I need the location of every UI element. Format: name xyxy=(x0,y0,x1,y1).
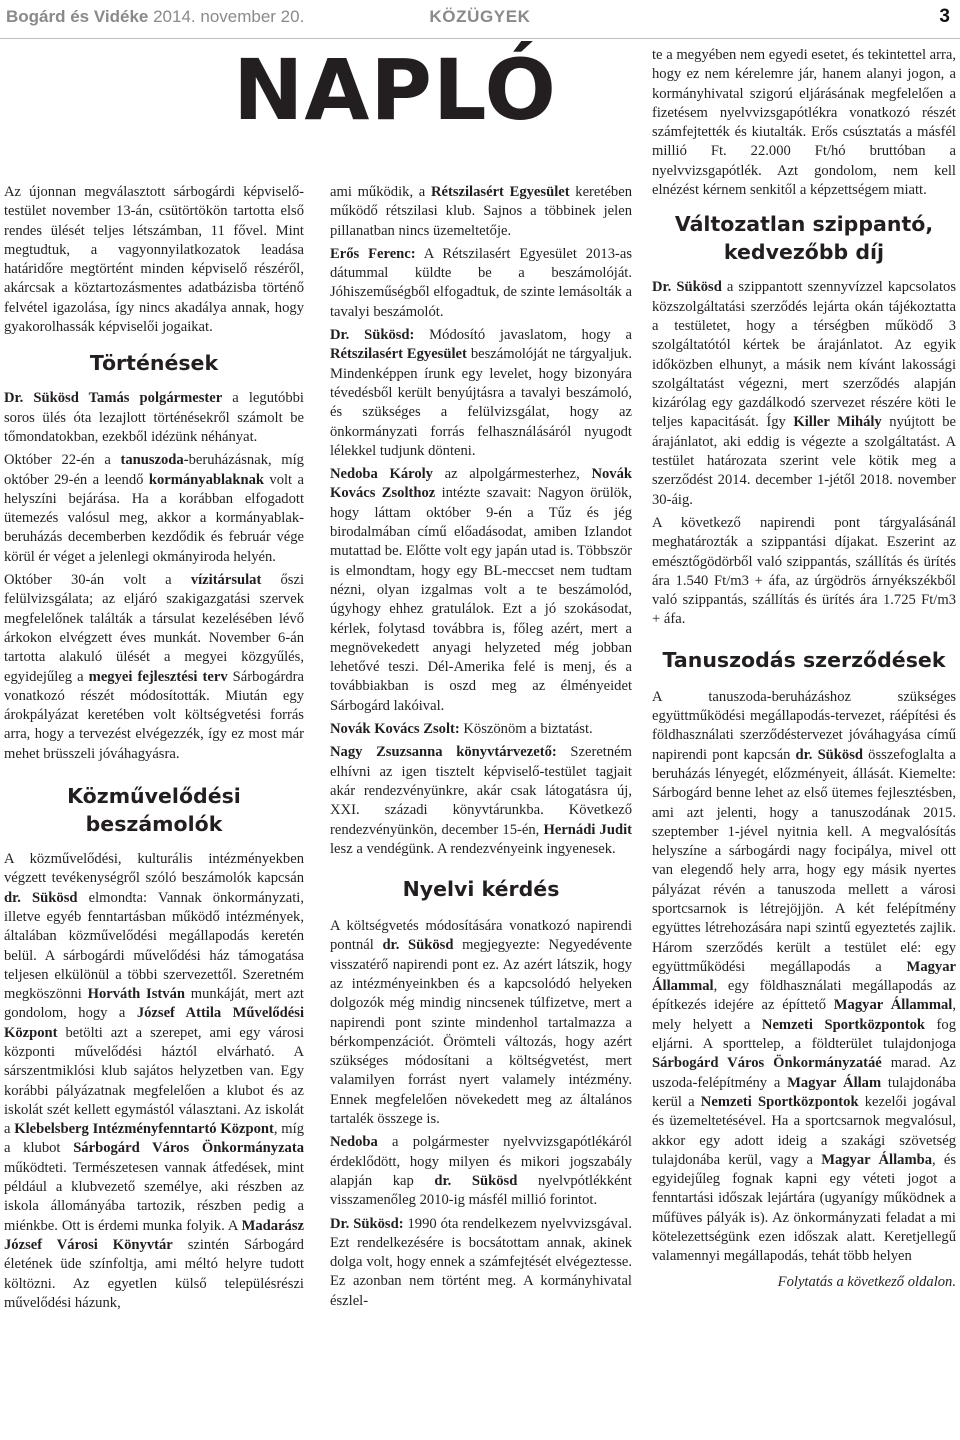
text-run: A Rétszilasért Egyesület 2013-as dátummal küldte be a beszámolóját. Jóhiszeműségből elfogadtuk, de szinte lemásolták a tavalyi beszámolót. xyxy=(330,245,633,320)
text-run: marad. Az uszoda-felépítmény a xyxy=(652,1055,956,1091)
page-header xyxy=(0,0,960,39)
bold-text: Hernádi Judit xyxy=(543,821,632,838)
text-run: , mely helyett a xyxy=(652,997,956,1033)
text-run: nyelvpótlékként visszamenőleg 2010-ig másfél millió forintot. xyxy=(330,1172,632,1209)
text-run: betölti azt a szerepet, ami egy városi központi művelődési háztól elvárható. A sárszentmiklósi klub sajátos helyzetben van. Egy korábbi pályázatnak megfelelően a klubot és az iskolát szét kellett egymástól választani. Az iskolát a xyxy=(4,1024,304,1138)
section-heading-nyelvi-kerdes: Nyelvi kérdés xyxy=(402,877,560,902)
section-heading-kozmuvelodesi: Közművelődési beszámolók xyxy=(67,784,241,837)
text-run: , egy földhasználati megállapodás az építkezés idejére az építtető xyxy=(652,978,956,1014)
text-run: őszi felülvizsgálata; az eljáró szakigazgatási szervek megfelelőnek találták a társulat kezelésében lévő árkokon elvégzett éves munkát. November 6-án tartotta alakuló ülését a megyei közgyűlés, egyidejűleg a xyxy=(4,572,304,685)
paragraph xyxy=(330,183,632,241)
publication-name: Bogárd és Vidéke xyxy=(6,7,149,26)
bold-text: tanuszoda- xyxy=(120,452,189,469)
bold-text: Horváth István xyxy=(87,986,185,1003)
bold-text: kormányablaknak xyxy=(148,471,264,488)
bold-text: Nemzeti Sportközpontok xyxy=(700,1093,859,1110)
bold-text: dr. Sükösd xyxy=(4,889,78,906)
bold-text: Novák Kovács Zsolt: xyxy=(330,721,460,738)
paragraph xyxy=(4,571,304,764)
text-run: A közművelődési, kulturális intézményekben végzett tevékenységről szóló beszámolók kapcsán xyxy=(4,851,304,887)
paragraph xyxy=(4,389,304,447)
article-column-3 xyxy=(652,46,956,1296)
bold-text: dr. Sükösd xyxy=(795,746,864,763)
issue-date: 2014. november 20. xyxy=(153,7,305,26)
text-run: a szippantott szennyvízzel kapcsolatos közszolgáltatási szerződés lejárta okán tájékoztatta a testületet, hogy a térségben működő 3 szolgáltatótól kértek be árajánlatot. Az egyik időközben elhunyt, a másik nem kívánt lakossági szolgáltatást végezni, mert szerződés alapján kizárólag egy gazdálkodó szervezet részére köti le teljes kapacitását. Így xyxy=(652,279,957,431)
paragraph xyxy=(330,743,632,859)
page-number: 3 xyxy=(939,6,950,27)
intro-paragraph xyxy=(4,183,304,337)
text-run: volt a helyszíni bejárása. Ha a korábban elfogadott ütemezés valósul meg, akkor a kormányablak-beruházás decemberben kezdődik és február vége körül ér véget a jelenlegi okmányiroda helyén. xyxy=(4,471,304,565)
bold-text: dr. Sükösd xyxy=(382,937,454,954)
text-run: keretében működő rétszilasi klub. Sajnos a többinek jelen pillanatban nincs üzemeltetője. xyxy=(330,184,632,239)
text-run: Módosító javaslatom, hogy a xyxy=(414,327,632,344)
paragraph xyxy=(652,688,956,1267)
paragraph xyxy=(652,278,956,510)
paragraph xyxy=(4,451,304,567)
bold-text: Rétszilasért Egyesület xyxy=(430,184,570,200)
bold-text: Sárbogárd Város Önkormányzatáé xyxy=(652,1055,882,1072)
text-run: Az újonnan megválasztott sárbogárdi képviselő-testület november 13-án, csütörtökön tartotta első rendes ülését teljes létszámban, 11 fővel. Mint megtudtuk, a vagyonnyilatkozatok leadása határidőre megtörtént minden képviselő részéről, akárcsak a köztartozásmentes adatbázisba történő felvétel igazolása, így nincs akadálya annak, hogy gyakorolhassák képviselői jogaikat. xyxy=(4,184,304,336)
paragraph xyxy=(4,850,304,1313)
bold-text: Nedoba xyxy=(330,1134,378,1151)
bold-text: Nedoba Károly xyxy=(330,466,433,483)
paragraph xyxy=(330,326,632,461)
text-run: a polgármester nyelvvizsgapótlékáról érdeklődött, hogy milyen és mikori jogszabály alapján kap xyxy=(330,1134,632,1189)
text-run: ami működik, a xyxy=(330,184,431,200)
text-run: a legutóbbi soros ülés óta lezajlott történésekről számolt be tőmondatokban, ezekből idézünk néhányat. xyxy=(4,390,304,445)
text-run: tulajdonába kerül a xyxy=(652,1074,956,1110)
bold-text: vízitársulat xyxy=(190,572,262,589)
article-column-2 xyxy=(330,183,632,1315)
paragraph xyxy=(330,245,632,322)
bold-text: Dr. Sükösd: xyxy=(330,1215,404,1232)
bold-text: Klebelsberg Intézményfenntartó Központ xyxy=(14,1121,274,1138)
paragraph xyxy=(330,465,632,716)
text-run: intézte szavait: Nagyon örülök, hogy láttam október 9-én a Tűz és jég birodalmában című előadásodat, amiben Izlandot mutattad be. Előtte volt egy japán utad is. Többször is elmondtam, hogy egy BL-meccset nem tudtam nézni, olyan izgalmas volt a te beszámolód, úgyhogy ehhez gratulálok. Ezt a jó szokásodat, kérlek, folytasd továbbra is, főleg azért, mert a megnövekedett anyagi helyzeted még jobban lehetővé teszi. Dél-Amerika felé is menj, és a továbbiakban is oszd meg az élményeidet Sárbogárd lakóival. xyxy=(330,485,633,714)
paragraph xyxy=(330,1215,632,1311)
text-run: A tanuszoda-beruházáshoz szükséges együttműködési megállapodás-tervezet, ráépítési és földhasználati szerződéstervezet jóváhagyása című napirendi pont kapcsán xyxy=(652,688,956,763)
continuation-note: Folytatás a következő oldalon. xyxy=(777,1273,956,1290)
bold-text: dr. Sükösd xyxy=(434,1172,518,1189)
text-run: lesz a vendégünk. A rendezvényeink ingyenesek. xyxy=(330,840,616,857)
text-run: összefoglalta a beruházás lényegét, előzményeit, állását. Kiemelte: Sárbogárd benne lehet az első ütemes fejlesztésben, ami azt jelenti, hogy a tanuszodának 2015. szeptember 1-jével nyitnia kell. A megvalósítás helyszíne a sárbogárdi nagy focipálya, mivel ott van elegendő hely arra, hogy egy másik nyertes pályázat révén a tanuszoda mellett a városi sportcsarnok is létrejöjjön. A két felépítmény együttes létrehozására napi szintű egyeztetés zajlik. Három szerződés került a testület elé: egy együttműködési megállapodás a xyxy=(652,746,956,975)
article-masthead: NAPLÓ xyxy=(233,41,557,139)
paragraph xyxy=(330,1133,632,1210)
text-run: A költségvetés módosítására vonatkozó napirendi pontnál xyxy=(330,918,632,954)
text-run: munkáját, mert azt gondolom, hogy a xyxy=(4,986,304,1022)
bold-text: Dr. Sükösd xyxy=(652,279,722,296)
bold-text: Nemzeti Sportközpontok xyxy=(761,1016,926,1033)
text-run: , míg a klubot xyxy=(4,1121,304,1157)
bold-text: József Attila Művelődési Központ xyxy=(4,1005,304,1041)
bold-text: Magyar Állammal xyxy=(652,958,956,995)
paragraph xyxy=(330,720,632,739)
article-column-1 xyxy=(4,183,304,1317)
text-run: az alpolgármesterhez, xyxy=(432,466,592,483)
bold-text: Nagy Zsuzsanna könyvtárvezető: xyxy=(330,744,557,761)
text-run: Szeretném elhívni az igen tisztelt képviselő-testület tagjait akár rendezvényünkre, akár csak látogatásra új, XXI. századi könyvtárunkba. Következő rendezvényünkön, december 15-én, xyxy=(330,744,632,838)
text-run: Október 22-én a xyxy=(4,452,121,469)
text-run: beruházásnak, míg október 29-én a leendő xyxy=(4,452,304,488)
text-run: Október 30-án volt a xyxy=(4,572,191,589)
section-title: KÖZÜGYEK xyxy=(429,7,531,26)
bold-text: Rétszilasért Egyesület xyxy=(330,346,467,363)
text-run: fog eljárni. A sporttelep, a földterület tulajdonjoga xyxy=(652,1016,956,1053)
bold-text: Madarász József Városi Könyvtár xyxy=(4,1217,304,1253)
paragraph xyxy=(330,917,632,1129)
bold-text: Sárbogárd Város Önkormányzata xyxy=(73,1140,304,1157)
text-run: kezelői jogával és üzemeltetésével. Ha a sportcsarnok megvalósul, akkor egy adott ideig a szakági szövetség tulajdonába kerül, vagy a xyxy=(652,1093,956,1168)
bold-text: Magyar Állammal xyxy=(833,997,953,1014)
text-run: nyújtott be árajánlatot, aki eddig is végezte a szolgáltatást. A testület határozata szerint vele kötik meg a szerződést 2014. december 1-jétől 2018. november 30-áig. xyxy=(652,414,957,508)
text-run: beszámolóját ne tárgyaljuk. Mindenképpen írunk egy levelet, hogy bizonyára tévedésből került benyújtásra a tavalyi beszámoló, és szükséges a felülvizsgálat, hogy az önkormányzati forrás felhasználásáról nyugodt lélekkel tudjunk dönteni. xyxy=(330,346,633,459)
text-run: működteti. Természetesen vannak átfedések, mint például a klubvezető személye, aki részben az iskola állományába tartozik, részben pedig a miénkbe. Ott is érdemi munka folyik. A xyxy=(4,1159,304,1234)
bold-text: Dr. Sükösd Tamás polgármester xyxy=(4,390,223,407)
text-run: Köszönöm a biztatást. xyxy=(459,721,593,738)
text-run: 1990 óta rendelkezem nyelvvizsgával. Ezt rendelkezésére is bocsátottam annak, akinek dolga volt, hogy ennek a számfejtését elvégeztesse. Ez azonban nem történt meg. A kormányhivatal észlel- xyxy=(330,1215,632,1309)
text-run: szintén Sárbogárd életének üde színfoltja, ami méltó helyre tudott költözni. Az egyetlen külső településrészi művelődési házunk, xyxy=(4,1236,304,1311)
text-run: te a megyében nem egyedi esetet, és tekintettel arra, hogy ez nem kérelemre jár, hanem alanyi jogon, a kormányhivatal szigorú eljárásának megfelelően a fizetésem nyelvvizsgapótlékra vonatkozó részét számfejtették és kiutalták. Erős csúsztatás a másfél millió Ft. 22.000 Ft/hó bruttóban a nyelvvizsgapótlék. Azt gondolom, nem kell elnézést kérnem senkitől a képzettségem miatt. xyxy=(652,47,956,199)
bold-text: Killer Mihály xyxy=(793,414,882,431)
bold-text: Magyar Állam xyxy=(787,1074,882,1091)
section-heading-tanuszodas: Tanuszodás szerződések xyxy=(662,647,946,672)
text-run: A következő napirendi pont tárgyalásánál meghatározták a szippantási díjakat. Eszerint az emésztőgödörből való szippantás, szállítás és ürítés ára 1.540 Ft/m3 + áfa, az úrgödrös árnyékszékből való szippantás, szállítás és ürítés ára 1.725 Ft/m3 + áfa. xyxy=(652,514,956,628)
paragraph xyxy=(652,514,956,630)
section-heading-tortenesek: Történések xyxy=(89,351,219,376)
text-run: elmondta: Vannak önkormányzati, illetve egyéb fenntartásban működő intézmények, általában közművelődési megállapodás keretén belül. A sárbogárdi művelődési ház támogatása teljesen elkülönül a többi szervezettől. Szeretném megköszönni xyxy=(4,889,304,1003)
section-heading-szippanto: Változatlan szippantó, kedvezőbb díj xyxy=(674,212,934,265)
bold-text: Magyar Államba xyxy=(821,1151,933,1168)
text-run: megjegyezte: Negyedévente visszatérő napirendi pont ez. Az azért látszik, hogy az intézményeinkben és a kapcsolódó helyeken dolgozók még mindig nincsenek túlfizetve, mert a napirendi pont szinte mindenhol tartalmazza a bérkompenzációt. Örömteli változás, hogy azért szükséges módosítani a költségvetést, mert valamilyen forrást nyert valamely intézmény. Ennek megfelelően növekedett meg az általános tartalék összege is. xyxy=(330,937,632,1128)
paragraph xyxy=(652,46,956,200)
bold-text: Erős Ferenc: xyxy=(330,245,416,262)
text-run: Sárbogárdra vonatkozó részét módosították. Miután egy árokpályázat keretében volt költségvetési forrás arra, hogy a tervezést elvégezzék, így ez most már mehet brüsszeli jóváhagyásra. xyxy=(4,668,304,762)
bold-text: Novák Kovács Zsolthoz xyxy=(330,466,632,502)
bold-text: Dr. Sükösd: xyxy=(330,327,415,344)
bold-text: megyei fejlesztési terv xyxy=(88,668,228,685)
text-run: , és egyidejűleg fognak kapni egy véteti jogot a fenntartási időszak lejártára (ugyanígy működnek a műfüves pályák is). Az önkormányzati feladat a mi kötelezettségünk ezen időszak alatt. Keretjellegű valamennyi megállapodás, tehát több helyen xyxy=(652,1151,957,1265)
